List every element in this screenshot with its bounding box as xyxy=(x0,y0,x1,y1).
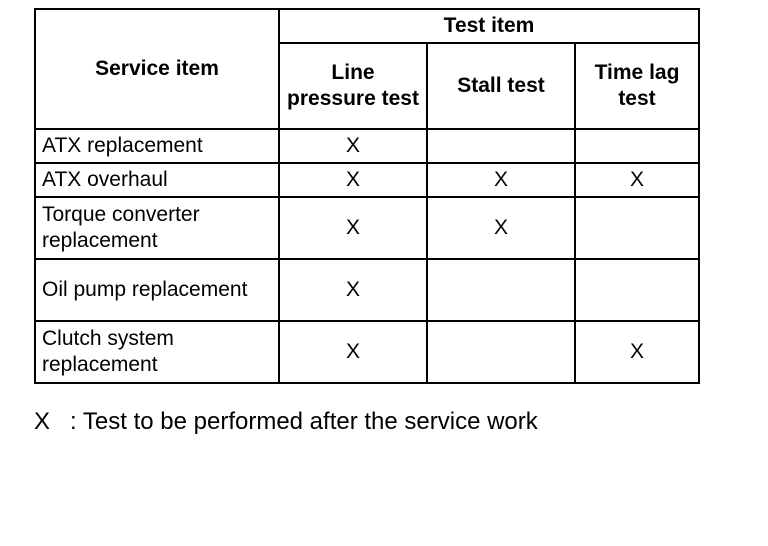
service-item-cell: Torque converter replacement xyxy=(35,197,279,259)
mark-cell: X xyxy=(575,321,699,383)
table-row xyxy=(35,197,699,259)
legend-symbol: X xyxy=(34,408,51,435)
mark-cell: X xyxy=(427,163,575,197)
mark-cell xyxy=(575,129,699,163)
mark-cell xyxy=(427,259,575,321)
mark-cell xyxy=(427,129,575,163)
service-item-header: Service item xyxy=(35,9,279,129)
line-pressure-test-header: Line pressure test xyxy=(279,43,427,129)
table-row xyxy=(35,259,699,321)
service-item-cell: Clutch system replacement xyxy=(35,321,279,383)
mark-cell xyxy=(575,197,699,259)
mark-cell: X xyxy=(427,197,575,259)
mark-cell: X xyxy=(279,259,427,321)
mark-cell xyxy=(575,259,699,321)
service-item-cell: ATX overhaul xyxy=(35,163,279,197)
stall-test-header: Stall test xyxy=(427,43,575,129)
time-lag-test-header: Time lag test xyxy=(575,43,699,129)
mark-cell: X xyxy=(279,163,427,197)
table-row xyxy=(35,321,699,383)
mark-cell xyxy=(427,321,575,383)
mark-cell: X xyxy=(279,321,427,383)
service-item-cell: Oil pump replacement xyxy=(35,259,279,321)
service-item-cell: ATX replacement xyxy=(35,129,279,163)
test-item-header: Test item xyxy=(279,9,699,43)
mark-cell: X xyxy=(575,163,699,197)
legend xyxy=(34,408,538,436)
mark-cell: X xyxy=(279,197,427,259)
mark-cell: X xyxy=(279,129,427,163)
legend-text: : Test to be performed after the service work xyxy=(70,408,538,435)
table-row xyxy=(35,129,699,163)
service-test-table xyxy=(34,8,700,384)
table-row xyxy=(35,163,699,197)
